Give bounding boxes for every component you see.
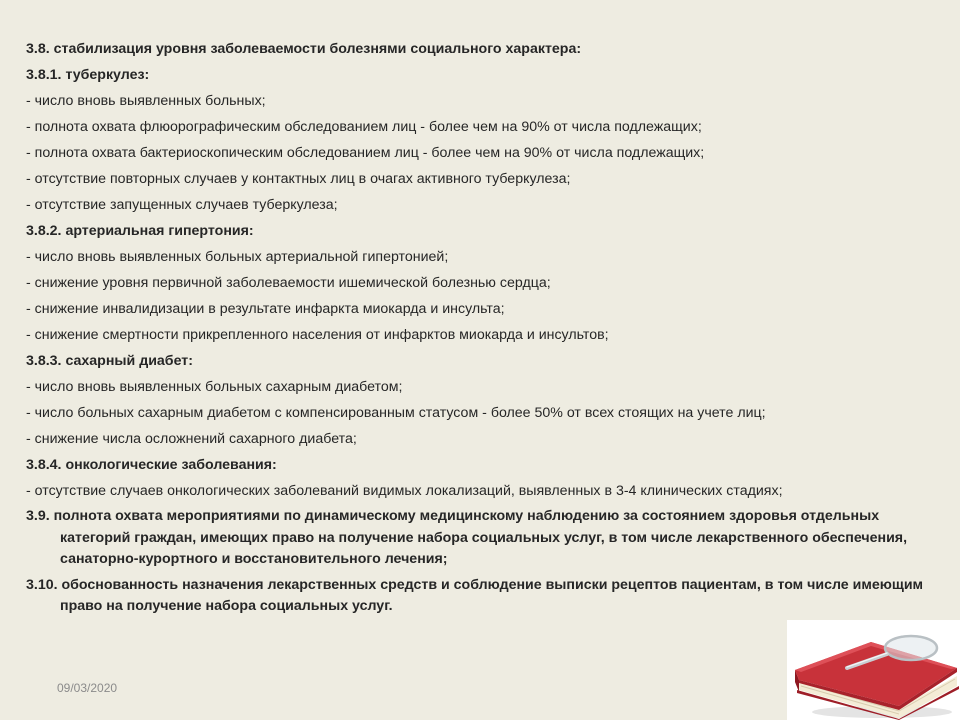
section-3-8-2-heading: 3.8.2. артериальная гипертония: — [26, 223, 254, 239]
red-book-with-magnifier-icon — [787, 620, 960, 720]
list-item: - число вновь выявленных больных сахарным диабетом; — [26, 379, 403, 395]
list-item: - снижение числа осложнений сахарного диабета; — [26, 431, 357, 447]
list-item: - число больных сахарным диабетом с компенсированным статусом - более 50% от всех стоящих на учете лиц; — [26, 405, 766, 421]
section-3-8-heading: 3.8. стабилизация уровня заболеваемости болезнями социального характера: — [26, 41, 582, 57]
list-item: - полнота охвата бактериоскопическим обследованием лиц - более чем на 90% от числа подлежащих; — [26, 145, 705, 161]
section-3-9-paragraph: 3.9. полнота охвата мероприятиями по динамическому медицинскому наблюдению за состоянием здоровья отдельных категорий граждан, имеющих право на получение набора социальных услуг, в том числе лекарственного обеспечения, санаторно-курортного и восстановительного лечения; — [26, 508, 908, 567]
list-item: - отсутствие случаев онкологических заболеваний видимых локализаций, выявленных в 3-4 клинических стадиях; — [26, 483, 783, 499]
list-item: - снижение смертности прикрепленного населения от инфарктов миокарда и инсультов; — [26, 327, 609, 343]
list-item: - снижение инвалидизации в результате инфаркта миокарда и инсульта; — [26, 301, 505, 317]
section-3-8-4-heading: 3.8.4. онкологические заболевания: — [26, 457, 277, 473]
list-item: - отсутствие повторных случаев у контактных лиц в очагах активного туберкулеза; — [26, 171, 571, 187]
section-3-8-1-heading: 3.8.1. туберкулез: — [26, 67, 150, 83]
book-image — [787, 620, 960, 720]
list-item: - снижение уровня первичной заболеваемости ишемической болезнью сердца; — [26, 275, 551, 291]
list-item: - число вновь выявленных больных артериальной гипертонией; — [26, 249, 449, 265]
footer-date: 09/03/2020 — [57, 681, 118, 695]
slide-content — [26, 36, 946, 622]
list-item: - полнота охвата флюорографическим обследованием лиц - более чем на 90% от числа подлежащих; — [26, 119, 702, 135]
list-item: - число вновь выявленных больных; — [26, 93, 266, 109]
section-3-10-paragraph: 3.10. обоснованность назначения лекарственных средств и соблюдение выписки рецептов пациентам, в том числе имеющим право на получение набора социальных услуг. — [26, 576, 924, 614]
list-item: - отсутствие запущенных случаев туберкулеза; — [26, 197, 338, 213]
section-3-8-3-heading: 3.8.3. сахарный диабет: — [26, 353, 193, 369]
